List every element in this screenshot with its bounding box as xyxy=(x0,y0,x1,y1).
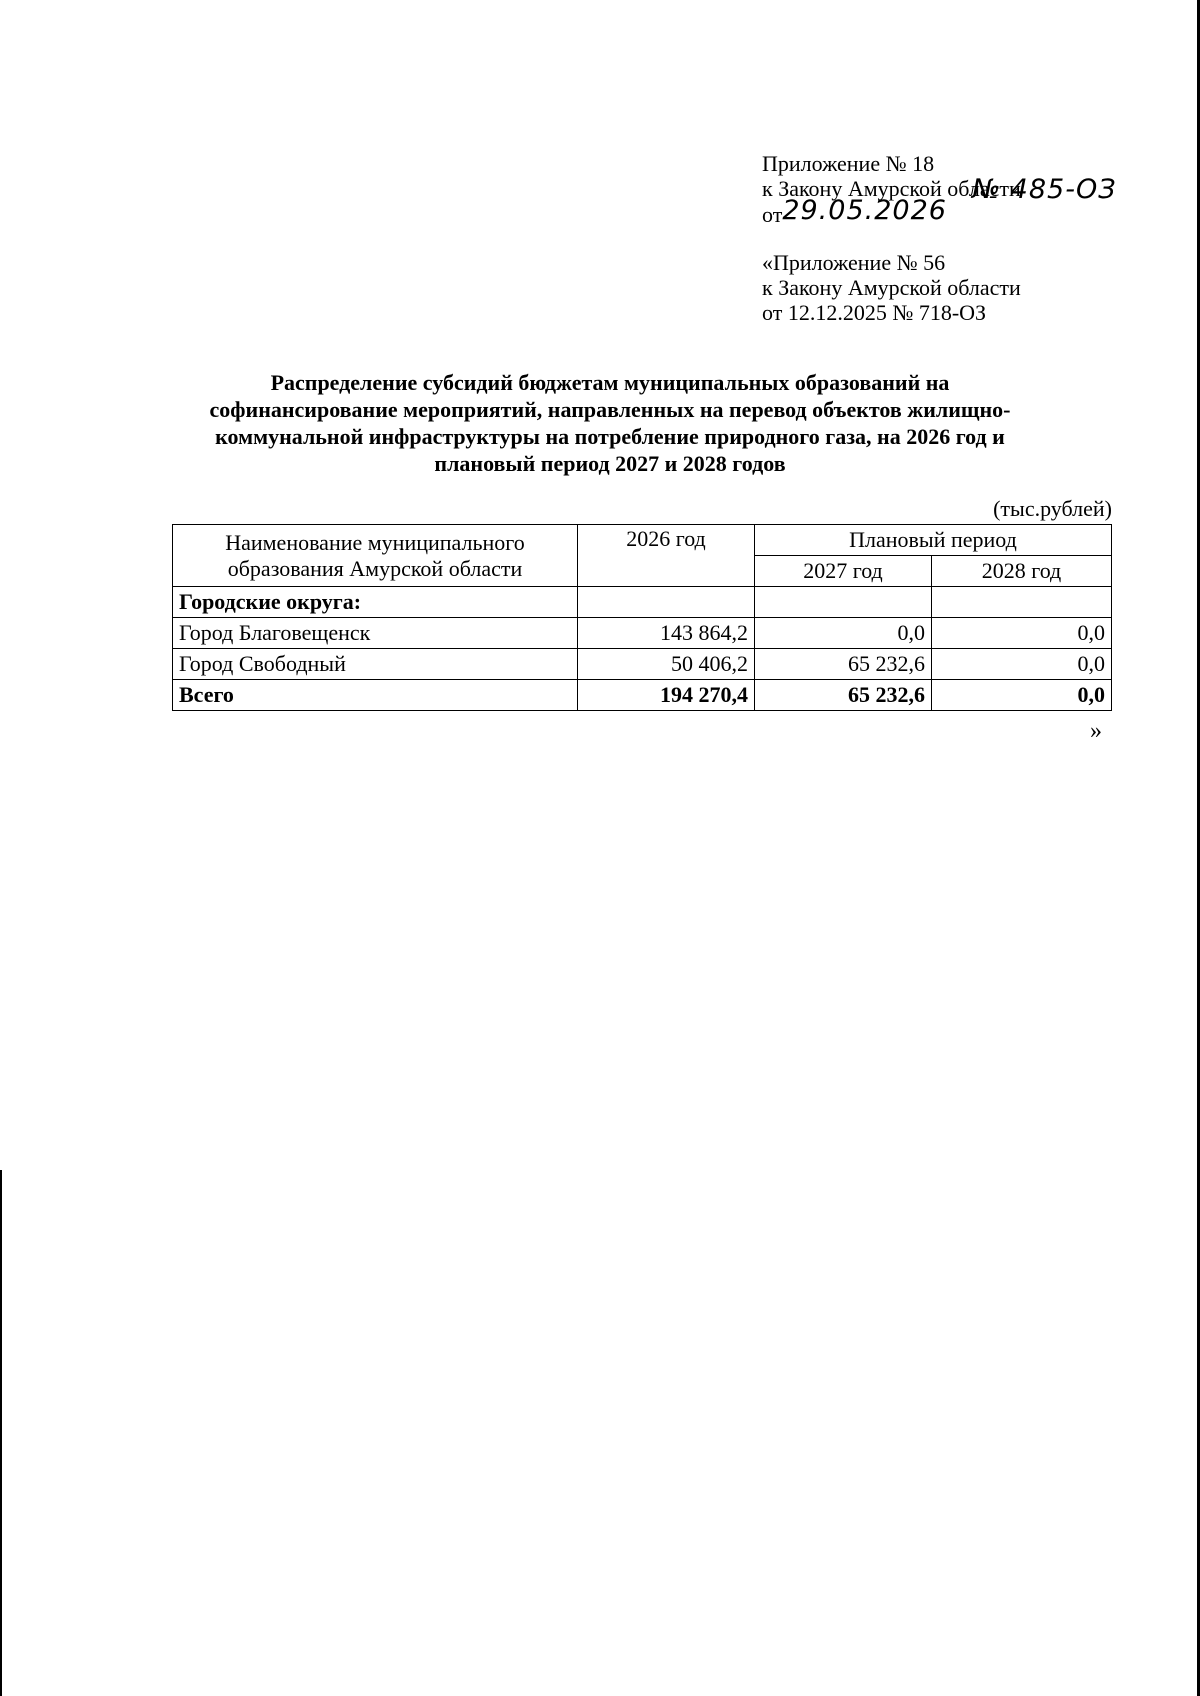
row-value-2026: 50 406,2 xyxy=(578,649,755,680)
appendix-new-date-prefix: от xyxy=(762,202,783,227)
title-line3: коммунальной инфраструктуры на потребление природного газа, на 2026 год и xyxy=(215,424,1005,449)
header-year-2027: 2027 год xyxy=(755,556,932,587)
header-planned-period: Плановый период xyxy=(755,525,1112,556)
row-value-2027: 65 232,6 xyxy=(755,649,932,680)
group-empty-cell xyxy=(578,587,755,618)
group-empty-cell xyxy=(755,587,932,618)
row-value-2028: 0,0 xyxy=(932,649,1112,680)
header-name-line1: Наименование муниципального xyxy=(225,529,525,555)
header-name xyxy=(173,525,578,587)
handwritten-date: 29.05.2026 xyxy=(782,195,947,226)
document-title xyxy=(150,369,1070,477)
appendix-old-block xyxy=(762,250,1021,325)
header-name-line2: образования Амурской области xyxy=(227,555,523,581)
table-row xyxy=(173,649,1112,680)
title-line4: плановый период 2027 и 2028 годов xyxy=(434,451,786,476)
row-value-2027: 0,0 xyxy=(755,618,932,649)
group-row xyxy=(173,587,1112,618)
row-value-2026: 143 864,2 xyxy=(578,618,755,649)
table-header-row xyxy=(173,525,1112,556)
total-row xyxy=(173,680,1112,711)
closing-quote: » xyxy=(1090,718,1102,744)
appendix-old-line1: «Приложение № 56 xyxy=(762,250,946,275)
handwritten-law-number: № 485-ОЗ xyxy=(972,174,1117,205)
subsidy-table xyxy=(172,524,1112,711)
title-line2: софинансирование мероприятий, направленных на перевод объектов жилищно- xyxy=(209,397,1011,422)
appendix-old-line2: к Закону Амурской области xyxy=(762,275,1021,300)
header-year-2028: 2028 год xyxy=(932,556,1112,587)
row-name: Город Свободный xyxy=(173,649,578,680)
group-empty-cell xyxy=(932,587,1112,618)
units-label: (тыс.рублей) xyxy=(993,496,1112,521)
title-line1: Распределение субсидий бюджетам муниципальных образований на xyxy=(270,370,950,395)
appendix-new-line2: к Закону Амурской области xyxy=(762,176,1021,201)
row-name: Город Благовещенск xyxy=(173,618,578,649)
header-year-2026: 2026 год xyxy=(578,525,755,587)
total-label: Всего xyxy=(173,680,578,711)
group-label: Городские округа: xyxy=(173,587,578,618)
appendix-new-line1: Приложение № 18 xyxy=(762,151,935,176)
total-value-2026: 194 270,4 xyxy=(578,680,755,711)
scan-edge-left xyxy=(0,1170,2,1696)
table-row xyxy=(173,618,1112,649)
appendix-old-line3: от 12.12.2025 № 718-ОЗ xyxy=(762,300,987,325)
appendix-new-block xyxy=(762,151,1117,227)
total-value-2028: 0,0 xyxy=(932,680,1112,711)
row-value-2028: 0,0 xyxy=(932,618,1112,649)
total-value-2027: 65 232,6 xyxy=(755,680,932,711)
